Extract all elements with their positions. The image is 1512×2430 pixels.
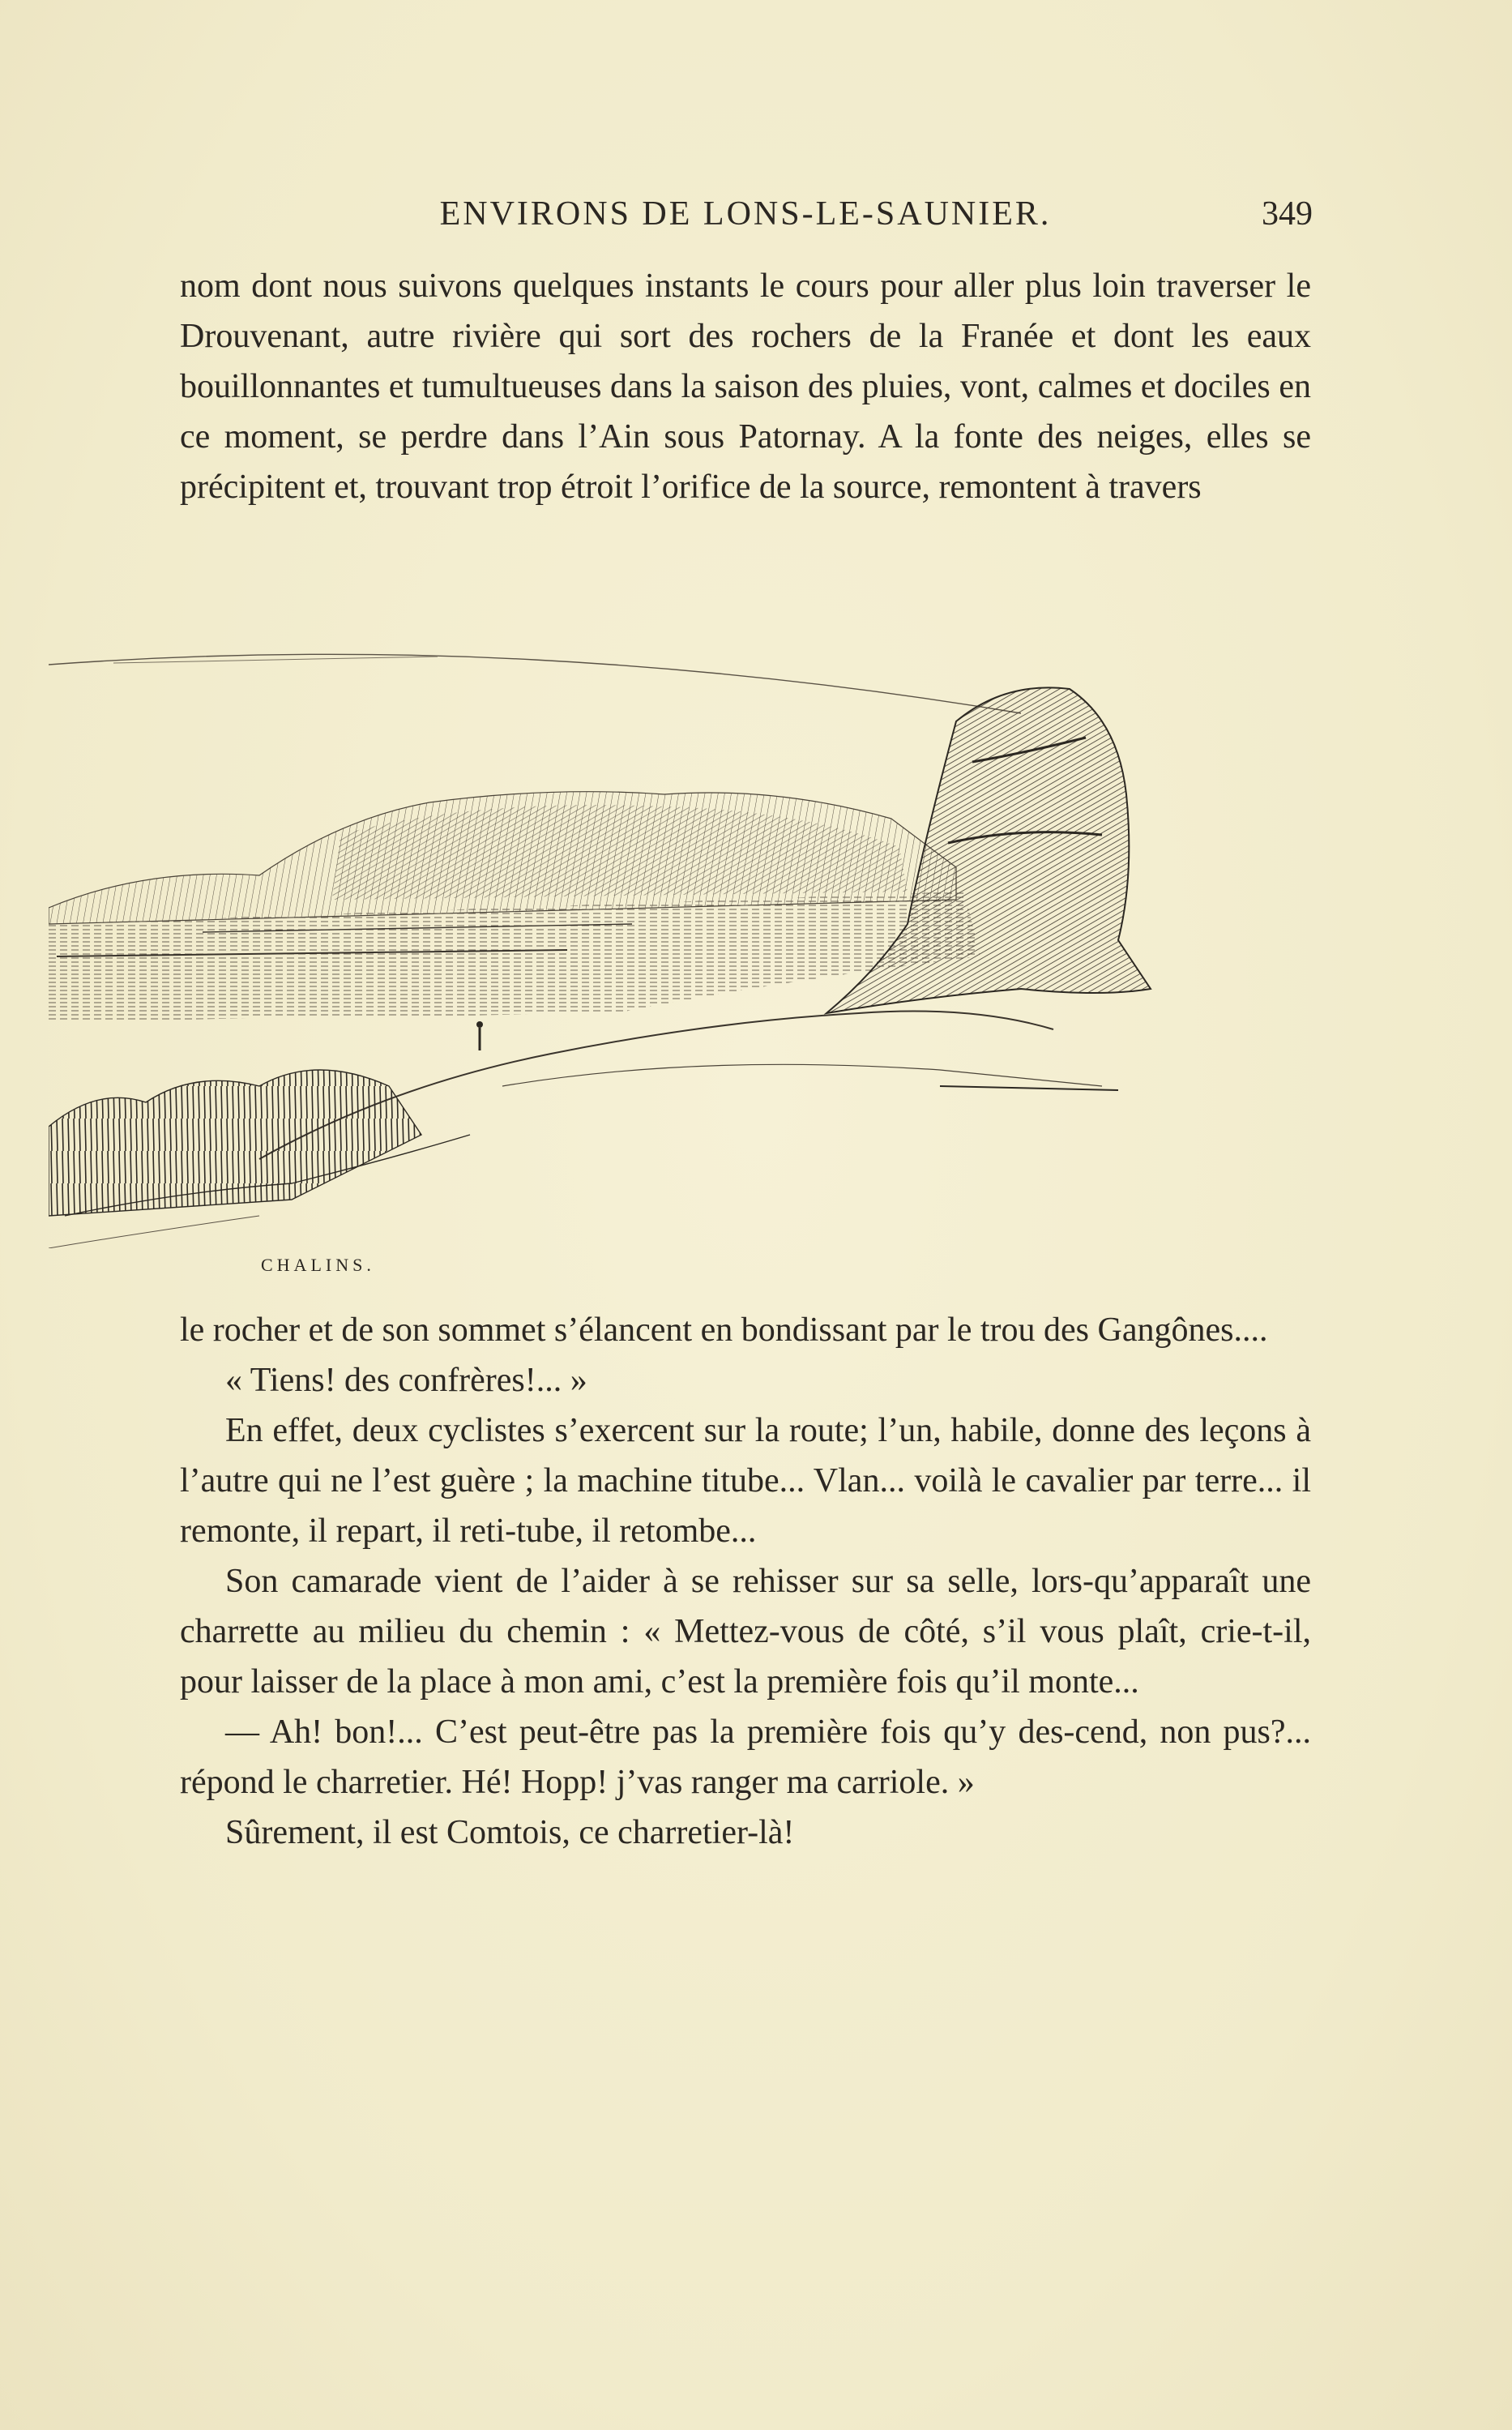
paragraphs-bottom [180, 1305, 1311, 1858]
page-number: 349 [1262, 195, 1313, 233]
paragraph: Sûrement, il est Comtois, ce charretier-là! [225, 1814, 795, 1851]
paragraph-top [180, 261, 1311, 512]
paragraph-top-text: nom dont nous suivons quelques instants le cours pour aller plus loin traverser le Drouvenant, autre rivière qui sort des rochers de la Franée et dont les eaux bouillonnantes et tumultueuses dans la saison des pluies, vont, calmes et dociles en ce moment, se perdre dans l’Ain sous Patornay. A la fonte des neiges, elles se précipitent et, trouvant trop étroit l’orifice de la source, remontent à travers [180, 267, 1311, 506]
engraving-illustration [49, 632, 1167, 1248]
paragraph: Son camarade vient de l’aider à se rehisser sur sa selle, lors-qu’apparaît une charrette au milieu du chemin : « Mettez-vous de côté, s’il vous plaît, crie-t-il, pour laisser de la place à mon ami, c’est la première fois qu’il monte... [180, 1563, 1311, 1701]
foreground-reeds [49, 1070, 421, 1216]
sky-line [49, 654, 1021, 713]
paragraph: « Tiens! des confrères!... » [225, 1362, 587, 1399]
running-head [178, 195, 1313, 243]
running-title: ENVIRONS DE LONS-LE-SAUNIER. [439, 195, 1052, 233]
paragraph: En effet, deux cyclistes s’exercent sur la route; l’un, habile, donne des leçons à l’autre qui ne l’est guère ; la machine titube... Vlan... voilà le cavalier par terre... il remonte, il repart, il reti-tube, il retombe... [180, 1412, 1311, 1550]
figure-caption: CHALINS. [261, 1255, 375, 1275]
paragraph: le rocher et de son sommet s’élancent en bondissant par le trou des Gangônes.... [180, 1311, 1268, 1349]
paragraph: — Ah! bon!... C’est peut-être pas la première fois qu’y des-cend, non pus?... répond le charretier. Hé! Hopp! j’vas ranger ma carriole. » [180, 1713, 1311, 1801]
walking-figure [476, 1021, 483, 1050]
landscape-engraving [49, 632, 1167, 1248]
